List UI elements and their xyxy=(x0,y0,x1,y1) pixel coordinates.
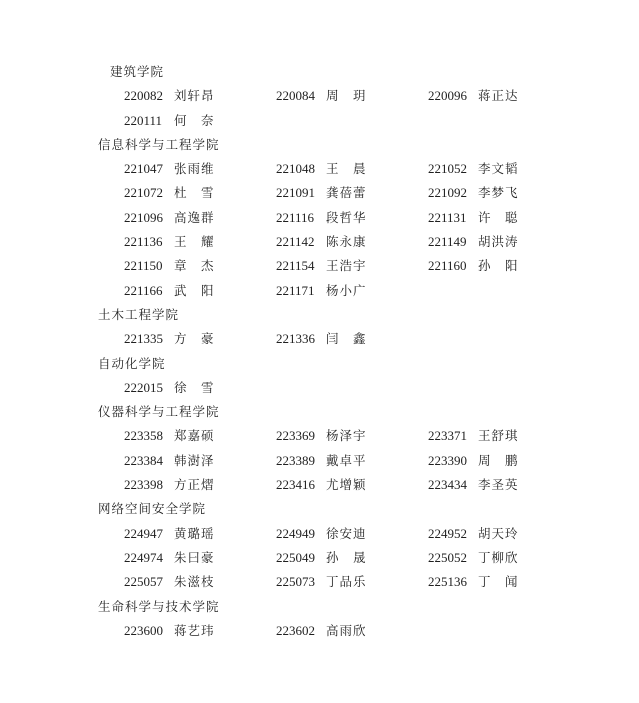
college-section xyxy=(0,400,639,497)
student-entry xyxy=(124,619,215,643)
student-id: 224947 xyxy=(124,525,163,541)
college-section xyxy=(0,60,639,133)
student-id: 221116 xyxy=(276,209,315,225)
student-name: 王浩宇 xyxy=(326,258,367,274)
college-title: 信息科学与工程学院 xyxy=(98,136,220,152)
student-name: 孙 阳 xyxy=(478,258,519,274)
student-row xyxy=(0,109,639,133)
student-entry xyxy=(124,230,215,254)
student-id: 221171 xyxy=(276,282,315,298)
college-section xyxy=(0,133,639,303)
student-id: 223389 xyxy=(276,452,315,468)
student-row xyxy=(0,230,639,254)
student-entry xyxy=(276,449,367,473)
college-section xyxy=(0,497,639,594)
student-name: 徐 雪 xyxy=(174,379,215,395)
student-name: 闫 鑫 xyxy=(326,331,367,347)
student-entry xyxy=(428,473,519,497)
student-entry xyxy=(428,449,519,473)
student-name: 戴卓平 xyxy=(326,452,367,468)
college-section xyxy=(0,303,639,352)
student-entry xyxy=(276,206,367,230)
student-id: 223369 xyxy=(276,428,315,444)
student-id: 223600 xyxy=(124,622,163,638)
college-title: 仪器科学与工程学院 xyxy=(98,404,220,420)
college-title: 网络空间安全学院 xyxy=(98,501,207,517)
student-row xyxy=(0,376,639,400)
student-entry xyxy=(276,279,367,303)
student-entry xyxy=(428,570,519,594)
college-section xyxy=(0,595,639,644)
student-name: 李梦飞 xyxy=(478,185,519,201)
student-name: 方正熠 xyxy=(174,477,215,493)
student-id: 221142 xyxy=(276,234,315,250)
student-name: 刘轩昂 xyxy=(174,88,215,104)
student-entry xyxy=(124,327,215,351)
student-id: 223398 xyxy=(124,477,163,493)
student-entry xyxy=(428,157,519,181)
student-name: 方 豪 xyxy=(174,331,215,347)
student-entry xyxy=(124,206,215,230)
student-name: 杨小广 xyxy=(326,282,367,298)
student-entry xyxy=(124,424,215,448)
student-id: 225057 xyxy=(124,574,163,590)
student-name: 段哲华 xyxy=(326,209,367,225)
student-id: 225073 xyxy=(276,574,315,590)
student-name: 黄璐瑶 xyxy=(174,525,215,541)
student-entry xyxy=(428,424,519,448)
student-entry xyxy=(276,424,367,448)
student-entry xyxy=(124,279,215,303)
student-name: 周 玥 xyxy=(326,88,367,104)
college-title: 土木工程学院 xyxy=(98,306,180,322)
student-name: 丁品乐 xyxy=(326,574,367,590)
student-row xyxy=(0,570,639,594)
student-id: 221131 xyxy=(428,209,467,225)
student-id: 221072 xyxy=(124,185,163,201)
college-title: 自动化学院 xyxy=(98,355,166,371)
student-row xyxy=(0,206,639,230)
student-entry xyxy=(428,181,519,205)
student-entry xyxy=(124,376,215,400)
student-name: 龚蓓蕾 xyxy=(326,185,367,201)
student-name: 张雨维 xyxy=(174,161,215,177)
student-id: 222015 xyxy=(124,379,163,395)
student-id: 221160 xyxy=(428,258,467,274)
student-id: 224952 xyxy=(428,525,467,541)
student-id: 221336 xyxy=(276,331,315,347)
student-entry xyxy=(276,181,367,205)
college-title: 生命科学与技术学院 xyxy=(98,598,220,614)
student-id: 223602 xyxy=(276,622,315,638)
student-id: 221052 xyxy=(428,161,467,177)
student-name: 孙 晟 xyxy=(326,549,367,565)
student-entry xyxy=(428,546,519,570)
student-row xyxy=(0,522,639,546)
student-id: 221047 xyxy=(124,161,163,177)
student-entry xyxy=(276,157,367,181)
student-id: 221092 xyxy=(428,185,467,201)
student-entry xyxy=(428,254,519,278)
student-name: 武 阳 xyxy=(174,282,215,298)
student-entry xyxy=(124,157,215,181)
student-name: 丁柳欣 xyxy=(478,549,519,565)
student-row xyxy=(0,327,639,351)
student-entry xyxy=(276,522,367,546)
student-row xyxy=(0,254,639,278)
student-row xyxy=(0,84,639,108)
student-list-document xyxy=(0,60,639,643)
student-id: 223371 xyxy=(428,428,467,444)
student-id: 224974 xyxy=(124,549,163,565)
student-name: 杨泽宇 xyxy=(326,428,367,444)
student-id: 225052 xyxy=(428,549,467,565)
student-entry xyxy=(276,84,367,108)
student-id: 220084 xyxy=(276,88,315,104)
student-name: 高逸群 xyxy=(174,209,215,225)
student-id: 224949 xyxy=(276,525,315,541)
college-section xyxy=(0,352,639,401)
student-entry xyxy=(276,230,367,254)
student-name: 王 晨 xyxy=(326,161,367,177)
student-name: 陈永康 xyxy=(326,234,367,250)
student-row xyxy=(0,619,639,643)
student-name: 朱曰豪 xyxy=(174,549,215,565)
student-name: 杜 雪 xyxy=(174,185,215,201)
student-entry xyxy=(428,522,519,546)
student-id: 220111 xyxy=(124,112,163,128)
student-name: 高雨欣 xyxy=(326,622,367,638)
student-entry xyxy=(276,254,367,278)
student-id: 223358 xyxy=(124,428,163,444)
student-id: 220096 xyxy=(428,88,467,104)
student-id: 221091 xyxy=(276,185,315,201)
student-name: 丁 闻 xyxy=(478,574,519,590)
student-entry xyxy=(276,570,367,594)
student-entry xyxy=(124,570,215,594)
student-row xyxy=(0,473,639,497)
student-name: 何 奈 xyxy=(174,112,215,128)
student-id: 220082 xyxy=(124,88,163,104)
student-name: 李圣英 xyxy=(478,477,519,493)
student-name: 尤增颖 xyxy=(326,477,367,493)
student-row xyxy=(0,449,639,473)
student-entry xyxy=(124,254,215,278)
student-id: 221150 xyxy=(124,258,163,274)
student-id: 221096 xyxy=(124,209,163,225)
student-row xyxy=(0,181,639,205)
student-row xyxy=(0,157,639,181)
student-id: 223390 xyxy=(428,452,467,468)
student-entry xyxy=(124,109,215,133)
student-name: 胡洪涛 xyxy=(478,234,519,250)
student-name: 王 耀 xyxy=(174,234,215,250)
student-name: 李文韬 xyxy=(478,161,519,177)
student-id: 223416 xyxy=(276,477,315,493)
student-entry xyxy=(124,449,215,473)
student-entry xyxy=(428,206,519,230)
student-name: 韩澍泽 xyxy=(174,452,215,468)
student-id: 221335 xyxy=(124,331,163,347)
student-entry xyxy=(276,546,367,570)
student-name: 郑嘉硕 xyxy=(174,428,215,444)
student-id: 225049 xyxy=(276,549,315,565)
student-entry xyxy=(276,619,367,643)
student-name: 胡天玲 xyxy=(478,525,519,541)
student-entry xyxy=(276,327,367,351)
college-title: 建筑学院 xyxy=(110,64,165,79)
student-id: 225136 xyxy=(428,574,467,590)
student-name: 徐安迪 xyxy=(326,525,367,541)
student-name: 蒋艺玮 xyxy=(174,622,215,638)
student-id: 223434 xyxy=(428,477,467,493)
student-id: 221166 xyxy=(124,282,163,298)
student-entry xyxy=(276,473,367,497)
student-id: 221149 xyxy=(428,234,467,250)
student-row xyxy=(0,279,639,303)
student-row xyxy=(0,424,639,448)
student-id: 223384 xyxy=(124,452,163,468)
student-name: 朱滋枝 xyxy=(174,574,215,590)
student-id: 221136 xyxy=(124,234,163,250)
student-entry xyxy=(428,84,519,108)
student-entry xyxy=(124,181,215,205)
student-name: 王舒琪 xyxy=(478,428,519,444)
student-name: 蒋正达 xyxy=(478,88,519,104)
student-entry xyxy=(124,546,215,570)
student-id: 221048 xyxy=(276,161,315,177)
student-entry xyxy=(124,522,215,546)
student-entry xyxy=(428,230,519,254)
student-entry xyxy=(124,473,215,497)
student-id: 221154 xyxy=(276,258,315,274)
student-name: 周 鹏 xyxy=(478,452,519,468)
student-entry xyxy=(124,84,215,108)
student-name: 许 聪 xyxy=(478,209,519,225)
student-row xyxy=(0,546,639,570)
student-name: 章 杰 xyxy=(174,258,215,274)
